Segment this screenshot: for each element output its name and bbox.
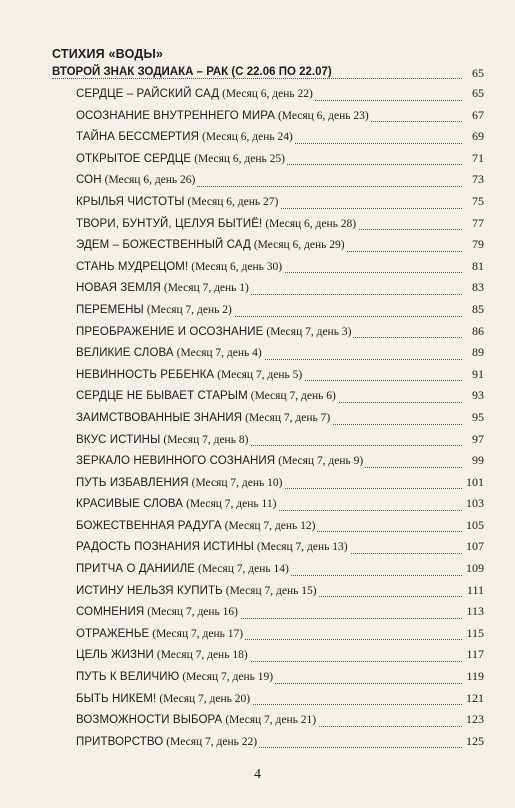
entry-page: 115: [466, 625, 484, 640]
entry-title: ИСТИНУ НЕЛЬЗЯ КУПИТЬ: [76, 584, 223, 597]
entry-page: 83: [472, 280, 484, 295]
toc-entry: [76, 603, 484, 625]
entry-text: [76, 583, 319, 598]
entry-page: 121: [466, 690, 484, 705]
toc-entry: [76, 128, 484, 150]
entry-page: 79: [472, 237, 484, 252]
toc-entry: [76, 431, 484, 453]
entry-title: ЗАИМСТВОВАННЫЕ ЗНАНИЯ: [76, 411, 243, 424]
entry-title: ПРЕОБРАЖЕНИЕ И ОСОЗНАНИЕ: [76, 325, 264, 338]
entry-title: ЗЕРКАЛО НЕВИННОГО СОЗНАНИЯ: [76, 455, 276, 468]
entry-date: (Месяц 6, день 27): [187, 195, 279, 208]
toc-entry: [76, 236, 484, 258]
entry-date: (Месяц 7, день 20): [159, 692, 251, 705]
entry-date: (Месяц 7, день 13): [256, 541, 348, 554]
entry-text: [76, 237, 347, 252]
entry-text: [76, 496, 278, 511]
entry-date: (Месяц 7, день 11): [186, 498, 277, 511]
entry-title: КРАСИВЫЕ СЛОВА: [76, 498, 184, 511]
entry-page: 107: [466, 539, 484, 554]
entry-page: 109: [466, 561, 484, 576]
toc-entry: [76, 107, 484, 129]
entry-title: ЭДЕМ – БОЖЕСТВЕННЫЙ САД: [76, 239, 251, 252]
dot-leader: [52, 78, 462, 79]
entry-date: (Месяц 7, день 7): [245, 411, 331, 424]
entry-text: [76, 151, 287, 166]
subsection-title: ВТОРОЙ ЗНАК ЗОДИАКА – РАК (С 22.06 ПО 22.07): [52, 66, 332, 78]
entry-page: 105: [466, 517, 484, 532]
toc-entry: [76, 171, 484, 193]
entry-text: [76, 604, 240, 619]
entry-text: [76, 388, 338, 403]
toc-entry: [76, 193, 484, 215]
entry-text: [76, 453, 365, 468]
toc-entry: [76, 150, 484, 172]
entry-page: 75: [472, 193, 484, 208]
entry-page: 81: [472, 258, 484, 273]
entry-text: [76, 302, 234, 317]
entry-title: ОТРАЖЕНЬЕ: [76, 627, 150, 640]
entry-title: СОМНЕНИЯ: [76, 606, 145, 619]
entry-page: 97: [472, 431, 484, 446]
entry-title: ВОЗМОЖНОСТИ ВЫБОРА: [76, 714, 223, 727]
entry-date: (Месяц 7, день 22): [166, 735, 258, 748]
entry-title: КРЫЛЬЯ ЧИСТОТЫ: [76, 195, 185, 208]
entry-text: [76, 518, 317, 533]
subsection-heading: [52, 66, 484, 82]
entry-date: (Месяц 7, день 8): [163, 433, 249, 446]
entry-text: [76, 410, 332, 425]
entry-title: ПРИТЧА О ДАНИИЛЕ: [76, 563, 196, 576]
entry-date: (Месяц 6, день 23): [277, 109, 369, 122]
entry-title: НЕВИННОСТЬ РЕБЕНКА: [76, 368, 215, 381]
entry-date: (Месяц 7, день 19): [182, 671, 274, 684]
entry-text: [76, 734, 259, 749]
toc-entry: [76, 215, 484, 237]
entry-date: (Месяц 7, день 4): [176, 347, 262, 360]
toc-entry: [76, 387, 484, 409]
entry-date: (Месяц 6, день 25): [194, 152, 285, 165]
entry-title: ТАЙНА БЕССМЕРТИЯ: [76, 131, 200, 144]
entry-text: [76, 108, 371, 123]
entry-text: [76, 669, 275, 684]
toc-entry: [76, 344, 484, 366]
entry-title: ТВОРИ, БУНТУЙ, ЦЕЛУЯ БЫТИЁ!: [76, 217, 263, 230]
entry-page: 95: [472, 409, 484, 424]
toc-entry: [76, 323, 484, 345]
toc-entry: [76, 668, 484, 690]
entry-text: [76, 626, 245, 641]
entry-page: 73: [472, 172, 484, 187]
entry-date: (Месяц 7, день 5): [217, 368, 303, 381]
entry-title: ОСОЗНАНИЕ ВНУТРЕННЕГО МИРА: [76, 109, 275, 122]
entry-date: (Месяц 6, день 24): [202, 131, 293, 144]
entry-date: (Месяц 7, день 9): [278, 455, 364, 468]
section-title: СТИХИЯ «ВОДЫ»: [52, 47, 164, 61]
entry-date: (Месяц 7, день 2): [146, 303, 232, 316]
toc-entry: [76, 409, 484, 431]
entry-date: (Месяц 7, день 6): [250, 390, 336, 403]
entry-date: (Месяц 7, день 3): [266, 325, 352, 338]
entry-text: [76, 475, 284, 490]
entry-title: ПЕРЕМЕНЫ: [76, 303, 144, 316]
entry-page: 123: [466, 712, 484, 727]
toc-entry: [76, 733, 484, 755]
entry-text: [76, 216, 358, 231]
entry-text: [76, 86, 315, 101]
subsection-page: 65: [472, 66, 484, 80]
entry-text: [76, 647, 250, 662]
entry-date: (Месяц 7, день 15): [225, 584, 317, 597]
toc-entry: [76, 366, 484, 388]
toc-entry: [76, 711, 484, 733]
entry-page: 89: [472, 345, 484, 360]
entry-page: 86: [472, 323, 484, 338]
entry-page: 111: [466, 582, 484, 597]
entry-title: ОТКРЫТОЕ СЕРДЦЕ: [76, 152, 192, 165]
entry-date: (Месяц 7, день 17): [152, 627, 244, 640]
entry-page: 113: [466, 604, 484, 619]
entry-text: [76, 539, 350, 554]
toc-entry: [76, 301, 484, 323]
entry-date: (Месяц 7, день 21): [225, 714, 317, 727]
toc-entry: [76, 690, 484, 712]
entry-date: (Месяц 6, день 22): [222, 88, 313, 100]
entry-title: БОЖЕСТВЕННАЯ РАДУГА: [76, 519, 222, 532]
entry-text: [76, 172, 197, 187]
toc-entry: [76, 560, 484, 582]
toc-entry: [76, 279, 484, 301]
toc-entry: [76, 646, 484, 668]
entry-text: [76, 691, 252, 706]
entry-date: (Месяц 6, день 26): [104, 174, 196, 187]
entry-text: [76, 432, 250, 447]
entry-title: СЕРДЦЕ – РАЙСКИЙ САД: [76, 88, 220, 100]
entry-page: 99: [472, 453, 484, 468]
entry-date: (Месяц 7, день 1): [163, 282, 249, 295]
entry-page: 71: [472, 150, 484, 165]
entry-title: БЫТЬ НИКЕМ!: [76, 692, 157, 705]
entry-text: [76, 259, 284, 274]
entry-text: [76, 345, 264, 360]
toc-entry: [76, 85, 484, 107]
toc-entry: [76, 258, 484, 280]
toc-entry: [76, 582, 484, 604]
toc-entry: [76, 474, 484, 496]
entry-page: 91: [472, 366, 484, 381]
entry-page: 119: [466, 669, 484, 684]
toc-entry: [76, 517, 484, 539]
entry-page: 65: [472, 86, 484, 100]
entry-title: РАДОСТЬ ПОЗНАНИЯ ИСТИНЫ: [76, 541, 254, 554]
entry-title: СЕРДЦЕ НЕ БЫВАЕТ СТАРЫМ: [76, 390, 248, 403]
entry-text: [76, 324, 353, 339]
entry-page: 77: [472, 215, 484, 230]
entry-date: (Месяц 7, день 14): [198, 563, 289, 576]
entry-date: (Месяц 7, день 16): [147, 606, 239, 619]
page-number: 4: [254, 767, 261, 782]
toc-list: [76, 85, 484, 754]
entry-page: 93: [472, 388, 484, 403]
entry-page: 69: [472, 129, 484, 144]
entry-title: ВКУС ИСТИНЫ: [76, 433, 161, 446]
entry-title: НОВАЯ ЗЕМЛЯ: [76, 282, 161, 295]
toc-entry: [76, 625, 484, 647]
entry-title: СОН: [76, 174, 102, 187]
entry-page: 101: [466, 474, 484, 489]
entry-date: (Месяц 7, день 10): [191, 476, 283, 489]
entry-title: ПУТЬ К ВЕЛИЧИЮ: [76, 671, 180, 684]
entry-text: [76, 712, 318, 727]
entry-text: [76, 367, 304, 382]
entry-text: [76, 561, 291, 576]
toc-entry: [76, 495, 484, 517]
toc-entry: [76, 452, 484, 474]
entry-title: ЦЕЛЬ ЖИЗНИ: [76, 649, 154, 662]
entry-page: 125: [466, 733, 484, 748]
entry-title: ПУТЬ ИЗБАВЛЕНИЯ: [76, 476, 189, 489]
entry-text: [76, 129, 295, 144]
entry-date: (Месяц 6, день 29): [253, 239, 345, 252]
entry-date: (Месяц 7, день 18): [156, 649, 248, 662]
toc-entry: [76, 538, 484, 560]
entry-page: 85: [472, 301, 484, 316]
entry-text: [76, 194, 280, 209]
entry-page: 117: [466, 647, 484, 662]
entry-title: СТАНЬ МУДРЕЦОМ!: [76, 260, 189, 273]
entry-date: (Месяц 7, день 12): [224, 519, 316, 532]
entry-date: (Месяц 6, день 28): [265, 217, 357, 230]
entry-page: 67: [472, 107, 484, 122]
entry-title: ВЕЛИКИЕ СЛОВА: [76, 347, 174, 360]
entry-date: (Месяц 6, день 30): [191, 260, 283, 273]
entry-text: [76, 280, 251, 295]
entry-title: ПРИТВОРСТВО: [76, 735, 164, 748]
entry-page: 103: [466, 496, 484, 511]
